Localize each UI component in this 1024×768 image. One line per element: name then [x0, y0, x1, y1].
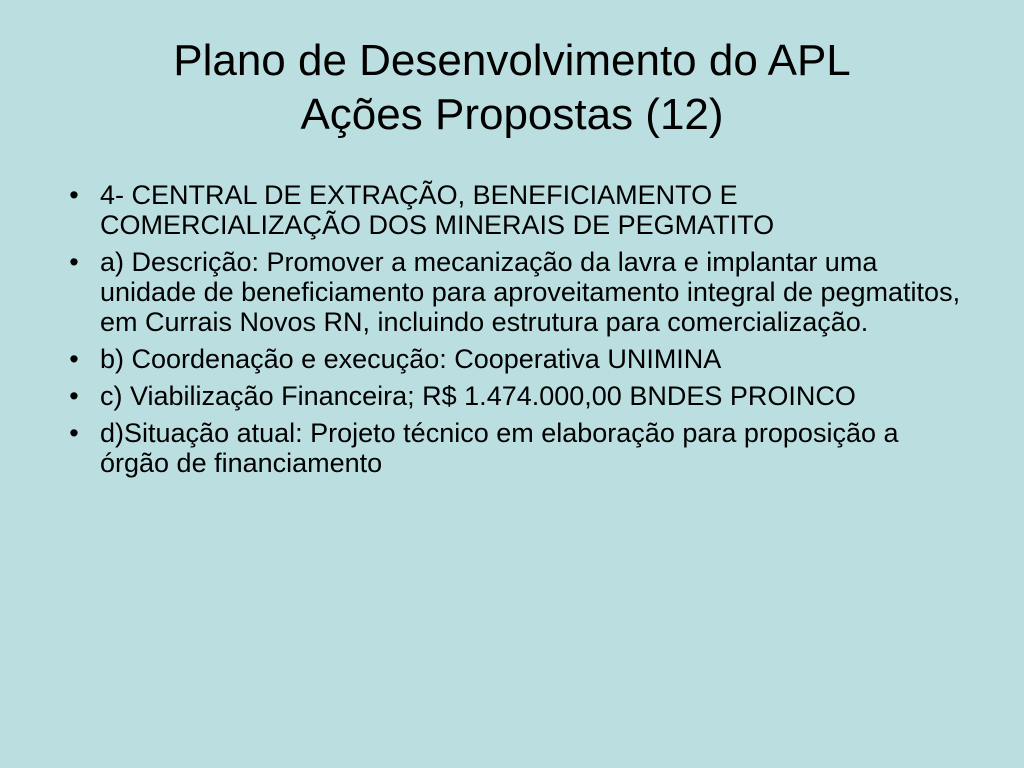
bullet-list	[64, 180, 964, 485]
bullet-text: a) Descrição: Promover a mecanização da lavra e implantar uma unidade de beneficiamento para aproveitamento integral de pegmatitos, em Currais Novos RN, incluindo estrutura para comercialização.	[100, 247, 961, 337]
bullet-icon: •	[69, 418, 79, 448]
bullet-item	[64, 418, 964, 478]
bullet-icon: •	[69, 381, 79, 411]
bullet-text: d)Situação atual: Projeto técnico em elaboração para proposição a órgão de financiamento	[100, 418, 899, 478]
slide-title	[0, 34, 1024, 142]
bullet-item	[64, 344, 964, 374]
title-line-1: Plano de Desenvolvimento do APL	[173, 36, 851, 85]
bullet-icon: •	[69, 247, 79, 277]
bullet-item	[64, 180, 964, 240]
title-line-2: Ações Propostas (12)	[300, 90, 724, 139]
bullet-item	[64, 247, 964, 337]
bullet-icon: •	[69, 344, 79, 374]
bullet-text: b) Coordenação e execução: Cooperativa UNIMINA	[100, 344, 722, 374]
bullet-item	[64, 381, 964, 411]
bullet-text: 4- CENTRAL DE EXTRAÇÃO, BENEFICIAMENTO E COMERCIALIZAÇÃO DOS MINERAIS DE PEGMATITO	[100, 180, 775, 240]
bullet-text: c) Viabilização Financeira; R$ 1.474.000,00 BNDES PROINCO	[100, 381, 856, 411]
bullet-icon: •	[69, 180, 79, 210]
